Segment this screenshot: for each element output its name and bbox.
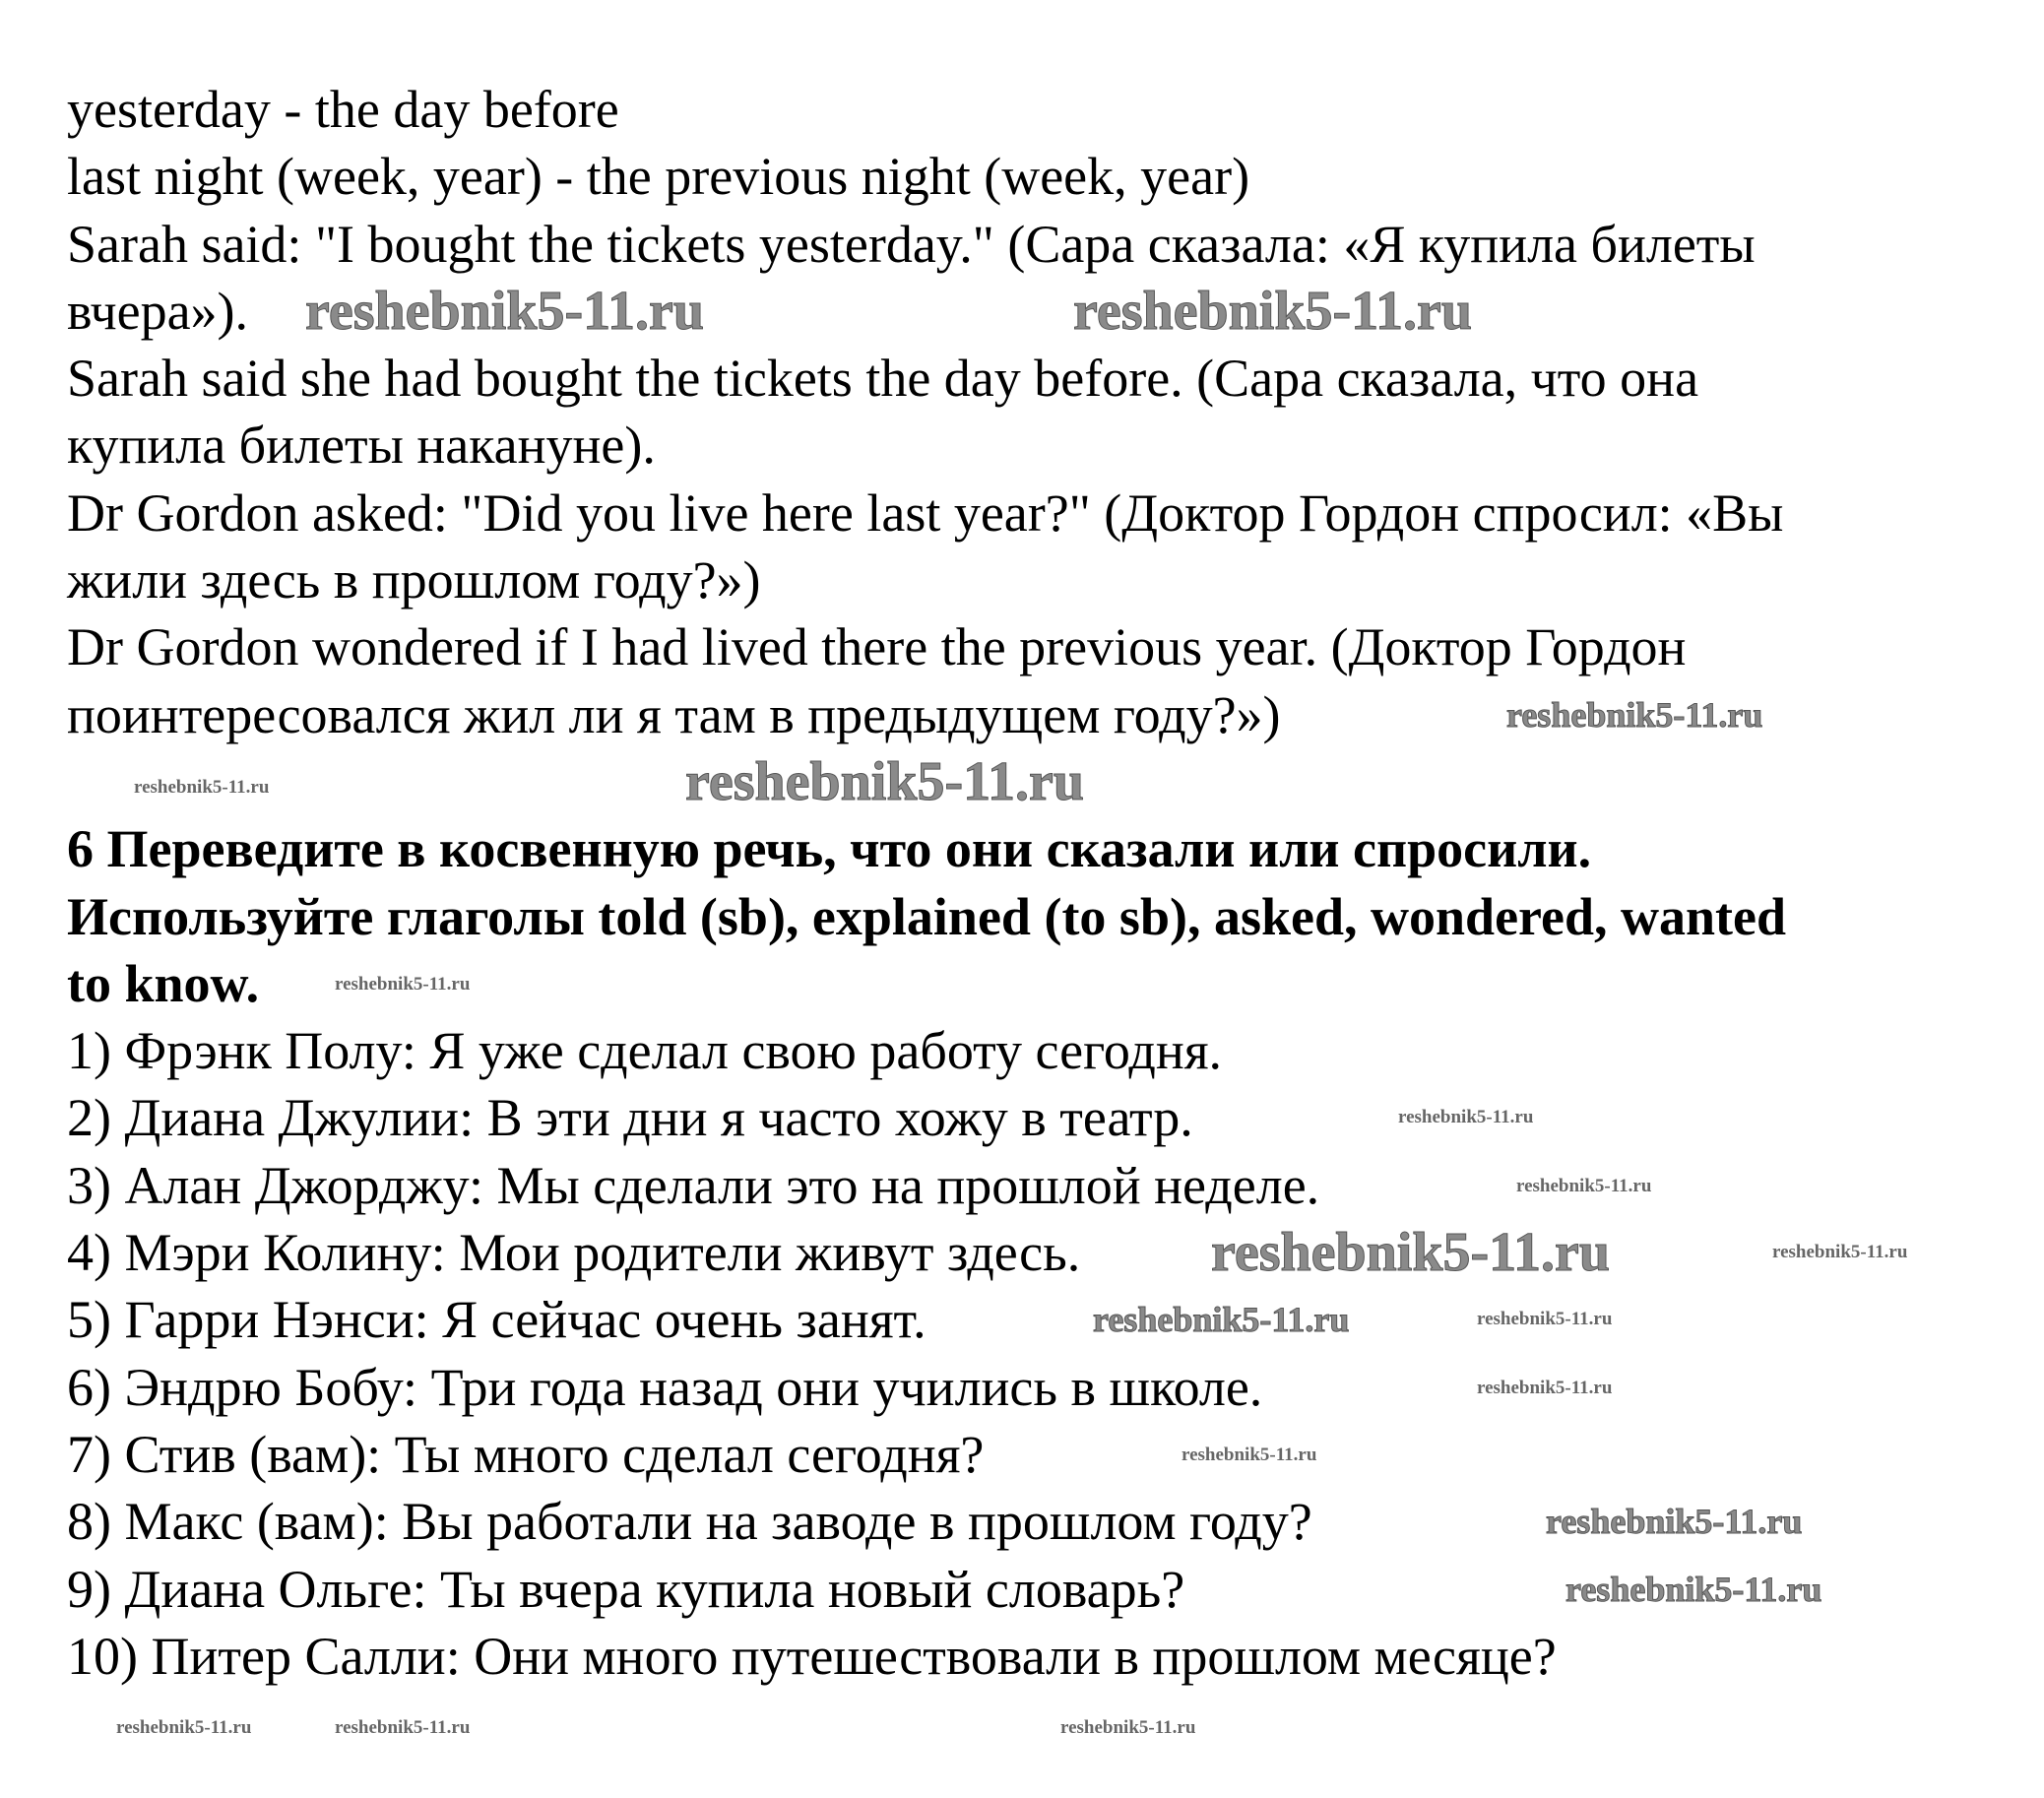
watermark: reshebnik5-11.ru xyxy=(1060,1717,1196,1738)
text-line: yesterday - the day before xyxy=(67,80,619,139)
watermark: reshebnik5-11.ru xyxy=(1477,1378,1613,1398)
task-item: 8) Макс (вам): Вы работали на заводе в прошлом году? xyxy=(67,1492,1312,1552)
task-item: 1) Фрэнк Полу: Я уже сделал свою работу сегодня. xyxy=(67,1021,1223,1081)
text-line: купила билеты накануне). xyxy=(67,416,656,476)
task-item: 2) Диана Джулии: В эти дни я часто хожу в театр. xyxy=(67,1088,1193,1148)
watermark: reshebnik5-11.ru xyxy=(1546,1502,1803,1541)
task-item: 9) Диана Ольге: Ты вчера купила новый словарь? xyxy=(67,1559,1185,1619)
text-line: last night (week, year) - the previous night (week, year) xyxy=(67,147,1250,207)
watermark: reshebnik5-11.ru xyxy=(1093,1300,1350,1339)
task-item: 5) Гарри Нэнси: Я сейчас очень занят. xyxy=(67,1290,926,1350)
text-line: жили здесь в прошлом году?») xyxy=(67,550,761,610)
watermark: reshebnik5-11.ru xyxy=(134,777,270,798)
watermark: reshebnik5-11.ru xyxy=(685,751,1085,812)
watermark: reshebnik5-11.ru xyxy=(1073,281,1473,342)
task-item: 7) Стив (вам): Ты много сделал сегодня? xyxy=(67,1424,985,1484)
watermark: reshebnik5-11.ru xyxy=(1211,1222,1611,1283)
task-item: 6) Эндрю Бобу: Три года назад они учились в школе. xyxy=(67,1357,1263,1417)
watermark: reshebnik5-11.ru xyxy=(1398,1107,1534,1127)
watermark: reshebnik5-11.ru xyxy=(305,281,705,342)
watermark: reshebnik5-11.ru xyxy=(335,1717,471,1738)
watermark: reshebnik5-11.ru xyxy=(1516,1176,1652,1196)
task-heading-line: Используйте глаголы told (sb), explained (to sb), asked, wondered, wanted xyxy=(67,886,1787,946)
watermark: reshebnik5-11.ru xyxy=(116,1717,252,1738)
watermark: reshebnik5-11.ru xyxy=(1565,1570,1822,1609)
text-line: Dr Gordon asked: "Did you live here last year?" (Доктор Гордон спросил: «Вы xyxy=(67,482,1784,543)
task-heading-line: 6 Переведите в косвенную речь, что они сказали или спросили. xyxy=(67,819,1592,879)
text-line: вчера»). xyxy=(67,281,249,341)
text-line: поинтересовался жил ли я там в предыдущем году?») xyxy=(67,684,1281,744)
watermark: reshebnik5-11.ru xyxy=(335,974,471,995)
watermark: reshebnik5-11.ru xyxy=(1506,695,1763,735)
watermark: reshebnik5-11.ru xyxy=(1182,1445,1317,1465)
watermark: reshebnik5-11.ru xyxy=(1477,1309,1613,1329)
task-item: 4) Мэри Колину: Мои родители живут здесь. xyxy=(67,1223,1081,1283)
task-heading-line: to know. xyxy=(67,953,260,1013)
text-line: Sarah said she had bought the tickets the day before. (Сара сказала, что она xyxy=(67,349,1699,409)
watermark: reshebnik5-11.ru xyxy=(1772,1242,1908,1262)
task-item: 3) Алан Джорджу: Мы сделали это на прошлой неделе. xyxy=(67,1155,1320,1215)
text-line: Sarah said: "I bought the tickets yesterday." (Сара сказала: «Я купила билеты xyxy=(67,214,1756,274)
task-item: 10) Питер Салли: Они много путешествовали в прошлом месяце? xyxy=(67,1626,1557,1686)
text-line: Dr Gordon wondered if I had lived there the previous year. (Доктор Гордон xyxy=(67,617,1687,677)
